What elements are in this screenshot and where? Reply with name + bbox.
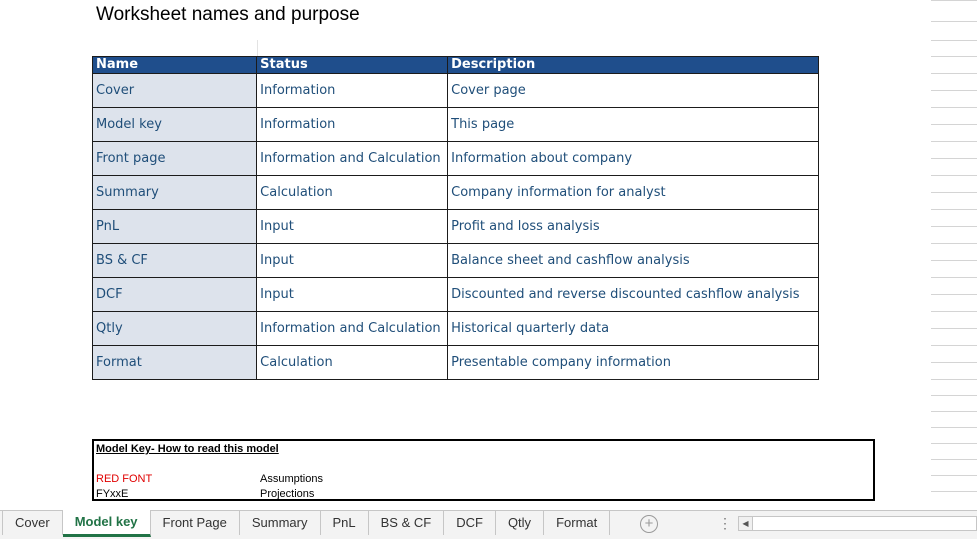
tab-qtly[interactable]: Qtly	[496, 511, 544, 535]
cell-name[interactable]: DCF	[93, 278, 257, 312]
worksheet-table	[92, 56, 819, 380]
header-description[interactable]: Description	[448, 57, 819, 74]
header-status[interactable]: Status	[257, 57, 448, 74]
page-title: Worksheet names and purpose	[96, 4, 360, 25]
table-row	[93, 312, 819, 346]
cell-description[interactable]: Information about company	[448, 142, 819, 176]
cell-name[interactable]: Cover	[93, 74, 257, 108]
scroll-left-icon[interactable]: ◀	[739, 517, 753, 530]
table-row	[93, 346, 819, 380]
sheet-tabs	[2, 511, 610, 539]
cell-description[interactable]: Balance sheet and cashflow analysis	[448, 244, 819, 278]
cell-description[interactable]: Discounted and reverse discounted cashflow analysis	[448, 278, 819, 312]
model-key-red-font[interactable]: RED FONT	[96, 473, 153, 485]
cell-name[interactable]: Model key	[93, 108, 257, 142]
table-row	[93, 142, 819, 176]
cell-status[interactable]: Input	[257, 210, 448, 244]
cell-status[interactable]: Calculation	[257, 346, 448, 380]
model-key-projections[interactable]: Projections	[260, 488, 315, 500]
cell-name[interactable]: Format	[93, 346, 257, 380]
cell-status[interactable]: Input	[257, 278, 448, 312]
tab-front-page[interactable]: Front Page	[151, 511, 240, 535]
cell-description[interactable]: Company information for analyst	[448, 176, 819, 210]
cell-status[interactable]: Information and Calculation	[257, 142, 448, 176]
tab-format[interactable]: Format	[544, 511, 610, 535]
cell-status[interactable]: Information	[257, 108, 448, 142]
model-key-title[interactable]: Model Key- How to read this model	[96, 443, 279, 455]
cell-name[interactable]: PnL	[93, 210, 257, 244]
cell-status[interactable]: Information and Calculation	[257, 312, 448, 346]
tab-bs-cf[interactable]: BS & CF	[369, 511, 445, 535]
tab-summary[interactable]: Summary	[240, 511, 321, 535]
gridline	[257, 40, 258, 57]
cell-status[interactable]: Calculation	[257, 176, 448, 210]
right-gridlines	[931, 0, 977, 510]
tab-pnl[interactable]: PnL	[321, 511, 369, 535]
cell-description[interactable]: This page	[448, 108, 819, 142]
cell-name[interactable]: Front page	[93, 142, 257, 176]
cell-status[interactable]: Input	[257, 244, 448, 278]
cell-description[interactable]: Profit and loss analysis	[448, 210, 819, 244]
model-key-assumptions[interactable]: Assumptions	[260, 473, 323, 485]
tab-model-key[interactable]: Model key	[63, 510, 151, 537]
cell-description[interactable]: Historical quarterly data	[448, 312, 819, 346]
header-name[interactable]: Name	[93, 57, 257, 74]
table-row	[93, 176, 819, 210]
table-row	[93, 74, 819, 108]
horizontal-scrollbar[interactable]	[738, 516, 977, 531]
model-key-box	[92, 439, 875, 501]
cell-name[interactable]: Summary	[93, 176, 257, 210]
cell-status[interactable]: Information	[257, 74, 448, 108]
sheet-tab-bar	[0, 510, 977, 539]
model-key-fyxxe[interactable]: FYxxE	[96, 488, 129, 500]
cell-description[interactable]: Presentable company information	[448, 346, 819, 380]
cell-description[interactable]: Cover page	[448, 74, 819, 108]
table-row	[93, 278, 819, 312]
more-options-icon[interactable]: ⋮	[718, 515, 732, 531]
table-row	[93, 210, 819, 244]
cell-name[interactable]: Qtly	[93, 312, 257, 346]
table-header-row	[93, 57, 819, 74]
add-sheet-icon[interactable]: +	[640, 515, 658, 533]
tab-dcf[interactable]: DCF	[444, 511, 496, 535]
table-row	[93, 108, 819, 142]
cell-name[interactable]: BS & CF	[93, 244, 257, 278]
tab-cover[interactable]: Cover	[2, 511, 63, 535]
table-row	[93, 244, 819, 278]
